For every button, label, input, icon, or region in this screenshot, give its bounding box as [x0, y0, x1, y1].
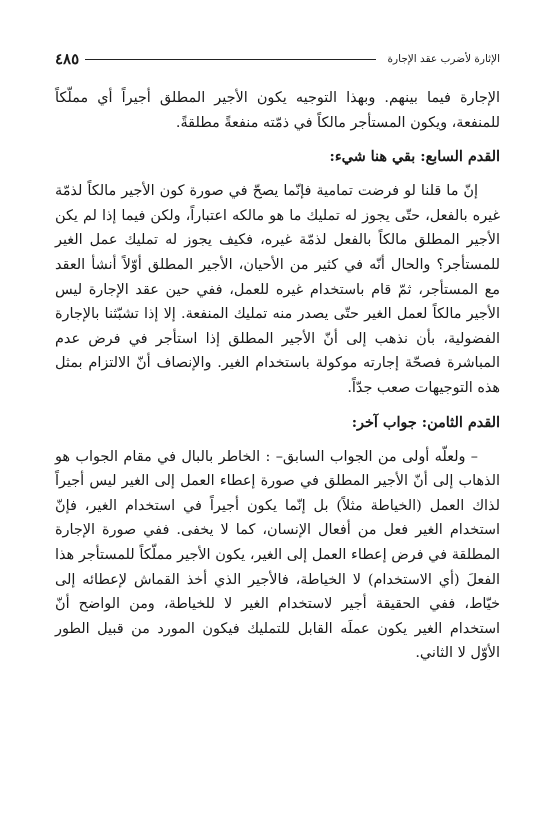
header-rule	[85, 59, 375, 60]
section-heading-eighth-step: القدم الثامن: جواب آخر:	[351, 413, 500, 431]
body-text	[55, 86, 500, 666]
book-page	[55, 48, 500, 808]
section-heading-seventh-step: القدم السابع: بقي هنا شيء:	[329, 148, 500, 166]
paragraph-eighth-step: – ولعلّه أولى من الجواب السابق– : الخاطر بالبال في مقام الجواب هو الذهاب إلى أنّ الأجير المطلق في صورة إعطاء العمل إلى الغير ليس أجيراً لذاك العمل (الخياطة مثلاً) بل إنّما يكون أجيراً في استخدام الغير، فإنّ استخدام الغير فعل من أفعال الإنسان، كما لا يخفى. ففي صورة الإجارة المطلقة في فرض إعطاء العمل إلى الغير، يكون الأجير مملّكاً للمستأجر هذا الفعلَ (أي الاستخدام) لا الخياطة، فالأجير الذي أخذ القماش لإعطائه إلى خيّاط، ففي الحقيقة أجير لاستخدام الغير لا للخياطة، ومن الواضح أنّ استخدام الغير يكون عملَه القابل للتمليك فيكون المورد من قبيل الطور الأوّل لا الثاني.	[55, 448, 500, 662]
paragraph-continuation: الإجارة فيما بينهم. وبهذا التوجيه يكون الأجير المطلق أجيراً أي مملّكاً للمنفعة، ويكون المستأجر مالكاً في ذمّته منفعةً مطلقةً.	[55, 90, 500, 131]
running-header	[55, 48, 500, 70]
paragraph-seventh-step: إنّ ما قلنا لو فرضت تمامية فإنّما يصحّ في صورة كون الأجير مالكاً لذمّة غيره بالفعل، حتّى يجوز له تمليك ما هو مالكه اعتباراً، ولكن فيما إذا لم يكن الأجير المطلق مالكاً بالفعل لذمّة غيره، فكيف يجوز له تمليك عمل الغير للمستأجر؟ والحال أنّه في كثير من الأحيان، الأجير المطلق أوّلاً أنشأ العقد مع المستأجر، ثمّ قام باستخدام غيره للعمل، ففي حين عقد الإجارة ليس الأجير مالكاً لعمل الغير حتّى يصدر منه تمليك المنفعة. إلا إذا تشبّثنا بالإجارة الفضولية، بأن نذهب إلى أنّ الأجير المطلق إذا استأجر في فرض عدم المباشرة فصحّة إجارته موكولة باستخدام الغير. والإنصاف أنّ الالتزام بمثل هذه التوجيهات صعب جدّاً.	[55, 183, 500, 396]
page-number: ٤٨٥	[55, 50, 80, 68]
running-header-title: الإثارة لأضرب عقد الإجارة	[387, 53, 500, 65]
